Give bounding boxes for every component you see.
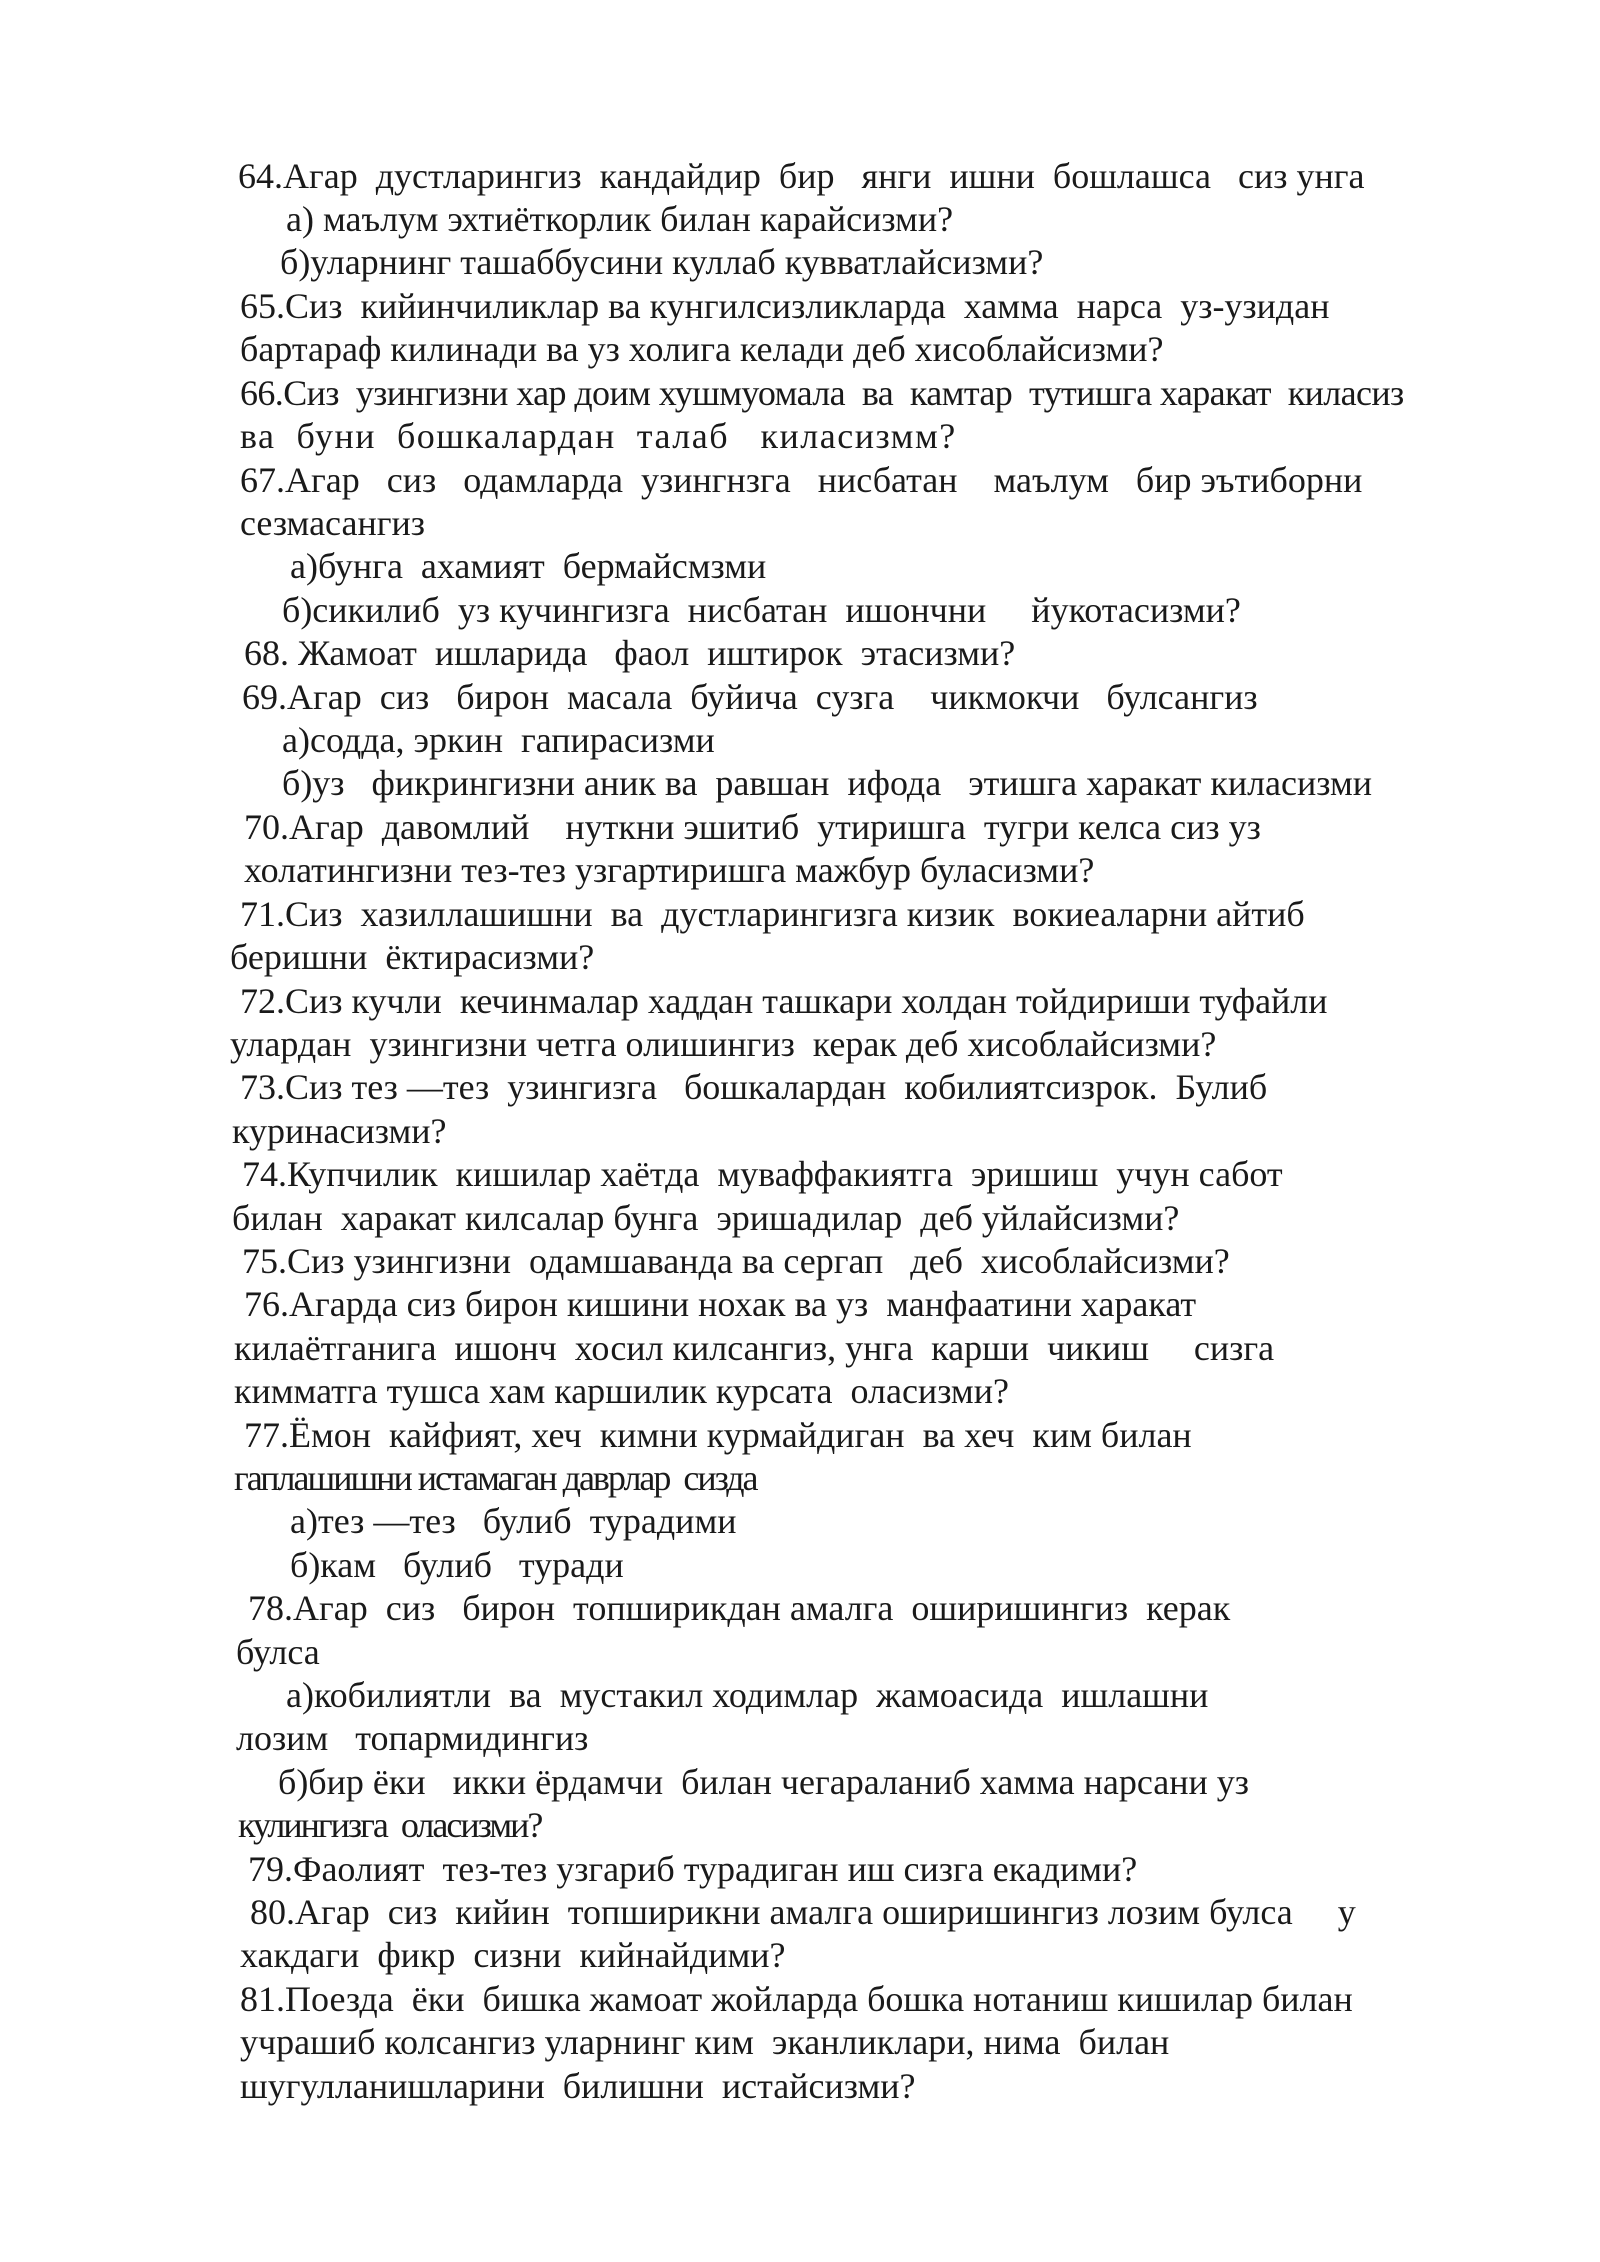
option-77-a: а)тез —тез булиб турадими — [290, 1501, 737, 1541]
question-64: 64.Агар дустларингиз кандайдир бир янги ишни бошлашса сиз унга — [238, 156, 1365, 196]
question-81: 81.Поезда ёки бишка жамоат жойларда бошка нотаниш кишилар билан — [240, 1979, 1353, 2019]
question-78: 78.Агар сиз бирон топширикдан амалга оширишингиз керак — [248, 1588, 1231, 1628]
option-64-a: а) маълум эхтиёткорлик билан карайсизми? — [286, 199, 954, 239]
question-76-cont-1: килаётганига ишонч хосил килсангиз, унга карши чикиш сизга — [234, 1328, 1275, 1368]
option-78-b-cont: кулингизга оласизми? — [238, 1805, 542, 1845]
option-67-a: а)бунга ахамият бермайсмзми — [290, 546, 767, 586]
question-73: 73.Сиз тез —тез узингизга бошкалардан кобилиятсизрок. Булиб — [240, 1067, 1268, 1107]
question-73-cont: куринасизми? — [232, 1111, 447, 1151]
question-65-cont: бартараф килинади ва уз холига келади деб хисоблайсизми? — [240, 329, 1164, 369]
option-78-b: б)бир ёки икки ёрдамчи билан чегараланиб хамма нарсани уз — [278, 1762, 1249, 1802]
question-76: 76.Агарда сиз бирон кишини нохак ва уз манфаатини харакат — [244, 1284, 1197, 1324]
option-69-b: б)уз фикрингизни аник ва равшан ифода этишга харакат киласизми — [282, 763, 1373, 803]
option-77-b: б)кам булиб туради — [290, 1545, 624, 1585]
option-67-b: б)сикилиб уз кучингизга нисбатан ишончни йукотасизми? — [282, 590, 1241, 630]
question-79: 79.Фаолият тез-тез узгариб турадиган иш сизга екадими? — [248, 1849, 1138, 1889]
question-74-cont: билан харакат килсалар бунга эришадилар деб уйлайсизми? — [232, 1198, 1180, 1238]
question-66: 66.Сиз узингизни хар доим хушмуомала ва камтар тутишга харакат киласиз — [240, 373, 1404, 413]
question-75: 75.Сиз узингизни одамшаванда ва сергап деб хисоблайсизми? — [242, 1241, 1230, 1281]
option-69-a: а)содда, эркин гапирасизми — [282, 720, 715, 760]
question-80: 80.Агар сиз кийин топширикни амалга оширишингиз лозим булса у — [250, 1892, 1356, 1932]
question-74: 74.Купчилик кишилар хаётда муваффакиятга эришиш учун сабот — [242, 1154, 1283, 1194]
question-67: 67.Агар сиз одамларда узингнзга нисбатан маълум бир эътиборни — [240, 460, 1363, 500]
option-78-a-cont: лозим топармидингиз — [236, 1718, 589, 1758]
question-69: 69.Агар сиз бирон масала буйича сузга чикмокчи булсангиз — [242, 677, 1258, 717]
question-65: 65.Сиз кийинчиликлар ва кунгилсизликларда хамма нарса уз-узидан — [240, 286, 1330, 326]
question-67-cont: сезмасангиз — [240, 503, 425, 543]
question-77-cont: гаплашишни истамаган даврлар сизда — [234, 1458, 757, 1498]
question-68: 68. Жамоат ишларида фаол иштирок этасизми? — [244, 633, 1016, 673]
question-78-cont: булса — [236, 1632, 320, 1672]
question-72: 72.Сиз кучли кечинмалар хаддан ташкари холдан тойдириши туфайли — [240, 981, 1328, 1021]
option-64-b: б)уларнинг ташаббусини куллаб кувватлайсизми? — [280, 242, 1044, 282]
question-70-cont: холатингизни тез-тез узгартиришга мажбур буласизми? — [244, 850, 1095, 890]
question-81-cont-1: учрашиб колсангиз уларнинг ким эканликлари, нима билан — [240, 2022, 1170, 2062]
question-66-cont: ва буни бошкалардан талаб киласизмм? — [240, 416, 957, 456]
question-70: 70.Агар давомлий нуткни эшитиб утиришга тугри келса сиз уз — [244, 807, 1261, 847]
question-81-cont-2: шугулланишларини билишни истайсизми? — [240, 2066, 916, 2106]
question-76-cont-2: кимматга тушса хам каршилик курсата оласизми? — [234, 1371, 1009, 1411]
question-80-cont: хакдаги фикр сизни кийнайдими? — [240, 1935, 786, 1975]
question-71: 71.Сиз хазиллашишни ва дустларингизга кизик вокиеаларни айтиб — [240, 894, 1305, 934]
option-78-a: а)кобилиятли ва мустакил ходимлар жамоасида ишлашни — [286, 1675, 1209, 1715]
question-71-cont: беришни ёктирасизми? — [230, 937, 595, 977]
question-72-cont: улардан узингизни четга олишингиз керак деб хисоблайсизми? — [230, 1024, 1217, 1064]
question-77: 77.Ёмон кайфият, хеч кимни курмайдиган ва хеч ким билан — [244, 1415, 1192, 1455]
